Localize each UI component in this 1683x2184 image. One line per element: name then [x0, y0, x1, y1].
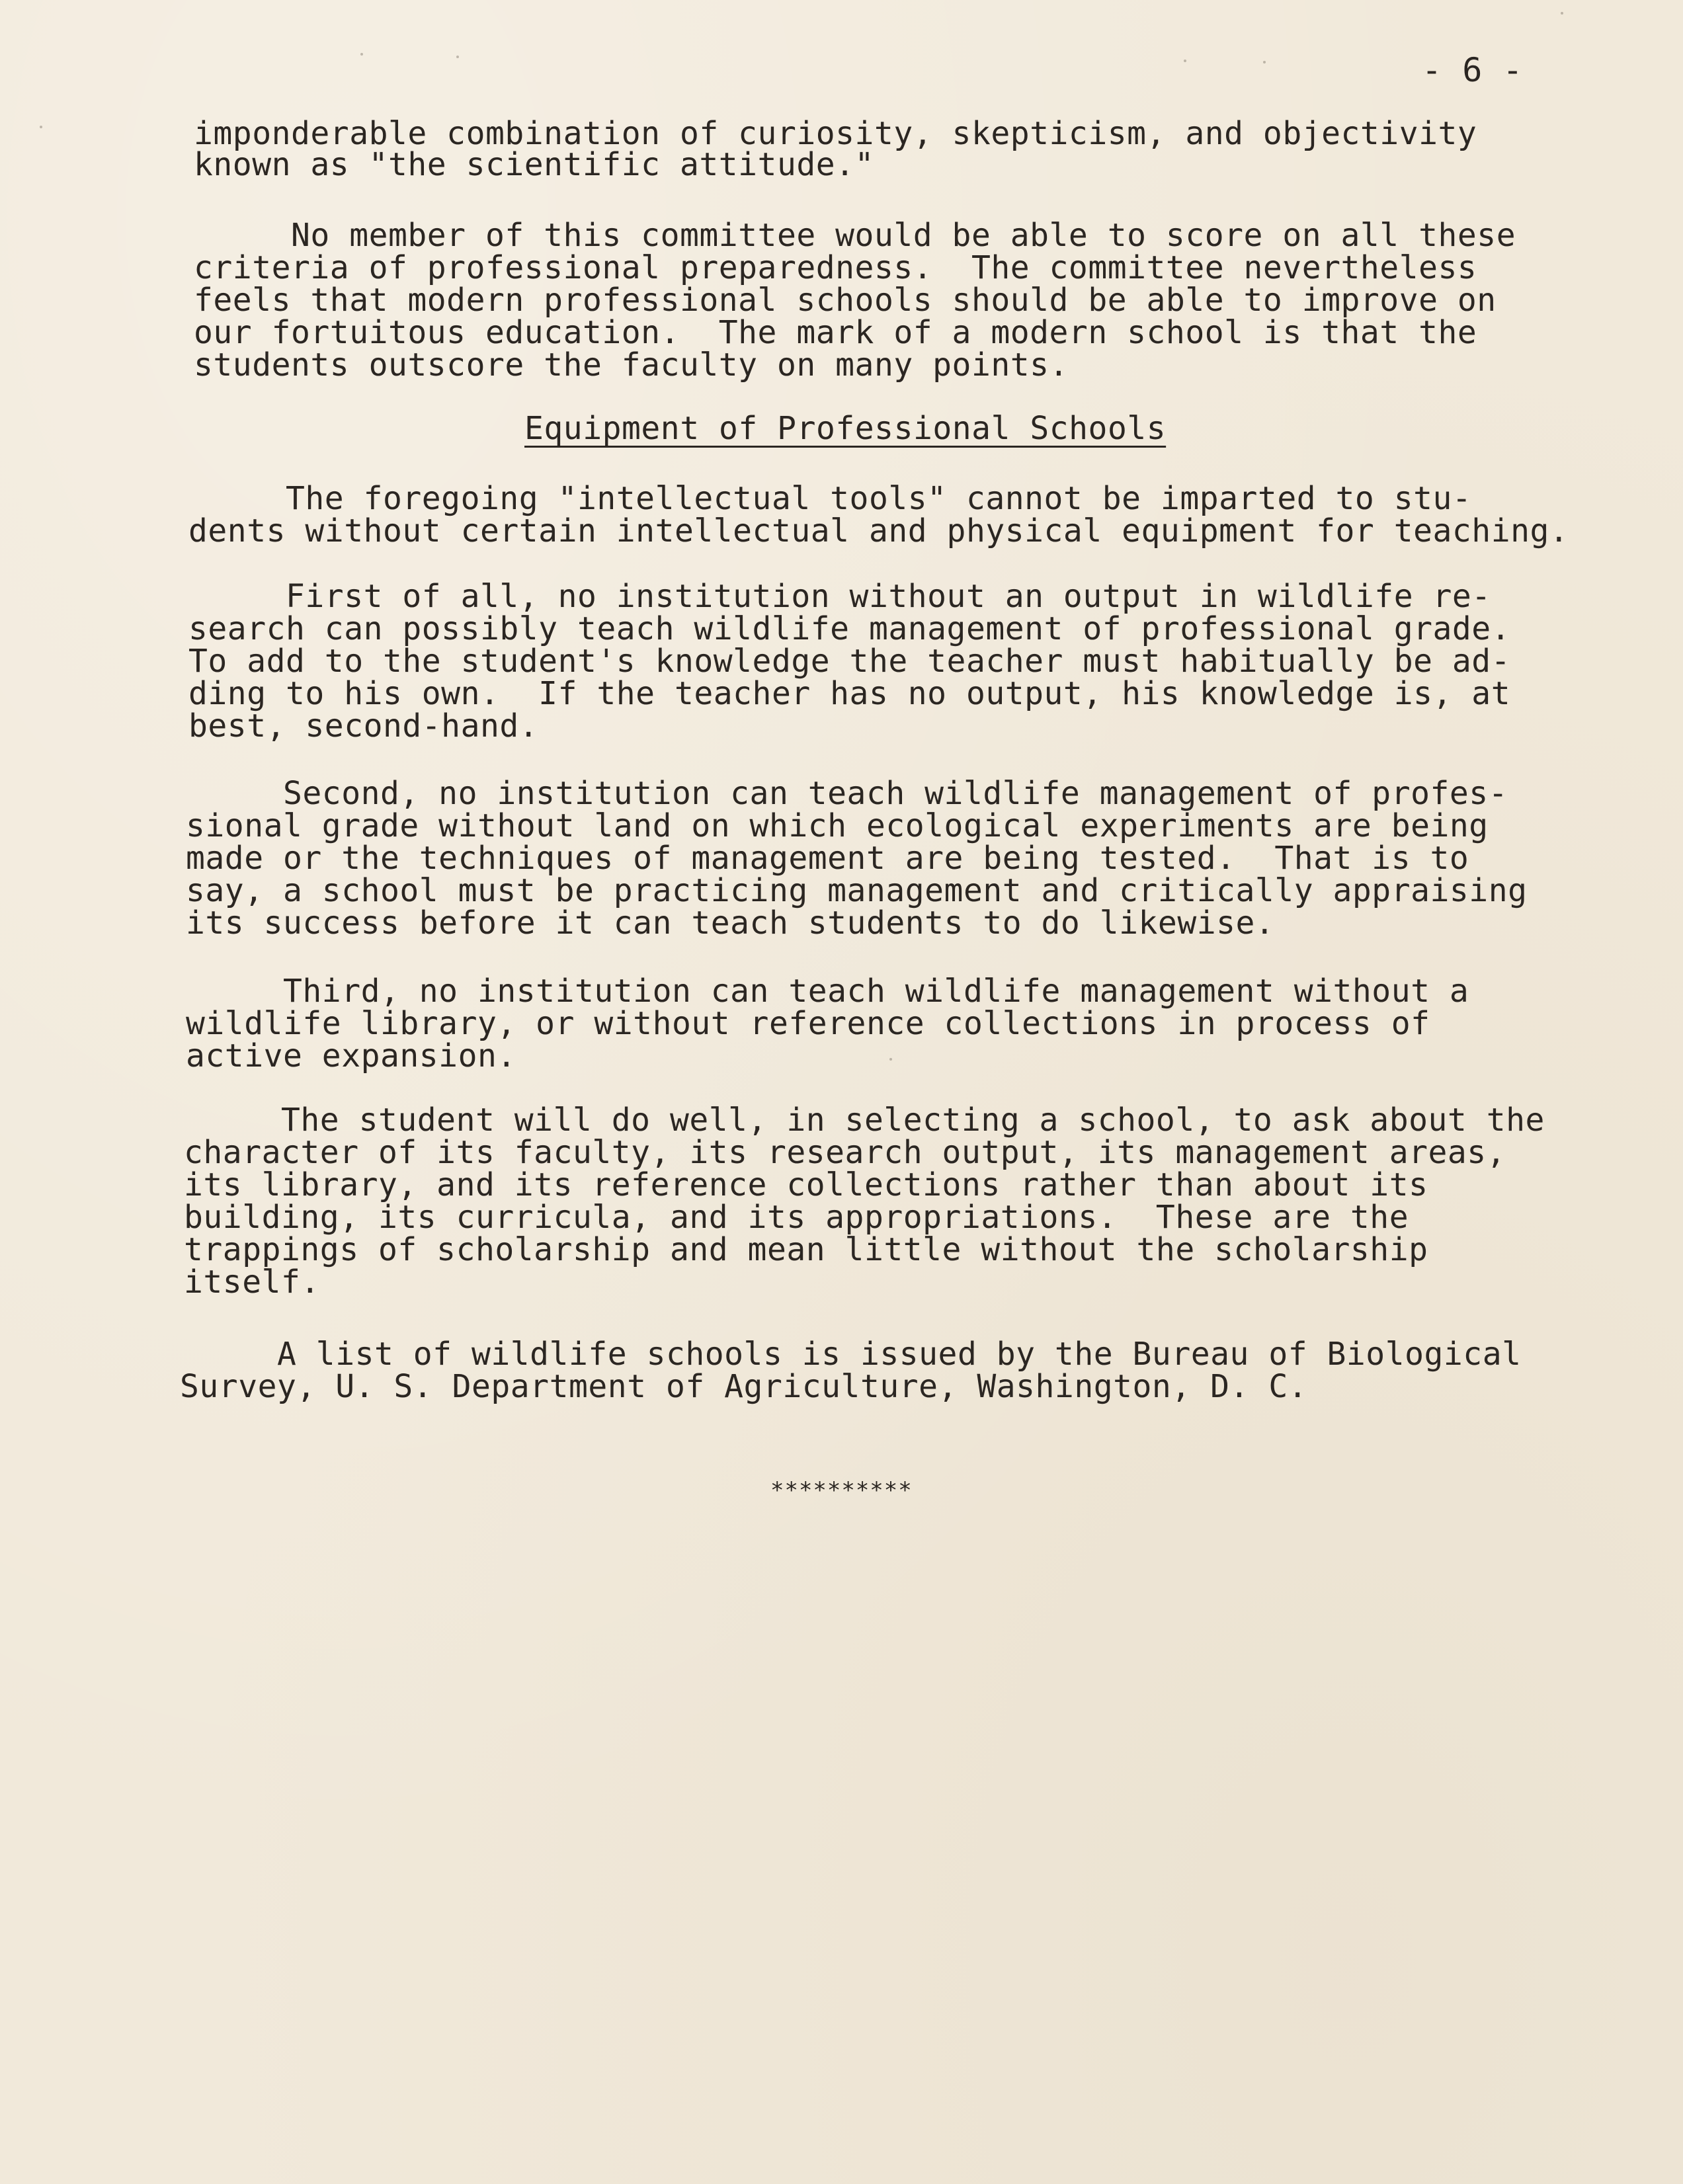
paper-speck	[456, 56, 459, 58]
text-line: First of all, no institution without an output in wildlife re-	[188, 578, 1491, 615]
text-line: Second, no institution can teach wildlife management of profes-	[186, 775, 1508, 812]
text-line: made or the techniques of management are being tested. That is to	[186, 840, 1469, 877]
paper-speck	[889, 1058, 892, 1061]
text-line: active expansion.	[186, 1037, 516, 1074]
text-line: character of its faculty, its research output, its management areas,	[184, 1134, 1506, 1171]
text-line: trappings of scholarship and mean little without the scholarship	[184, 1231, 1428, 1268]
paper-speck	[1561, 12, 1563, 15]
paper-speck	[360, 53, 363, 56]
text-line: its library, and its reference collections rather than about its	[184, 1166, 1428, 1203]
text-line: Survey, U. S. Department of Agriculture, Washington, D. C.	[180, 1368, 1308, 1405]
text-line: search can possibly teach wildlife management of professional grade.	[188, 610, 1511, 647]
text-line: imponderable combination of curiosity, skepticism, and objectivity	[194, 115, 1477, 152]
paper-speck	[40, 126, 42, 128]
text-line: criteria of professional preparedness. The committee nevertheless	[194, 249, 1477, 286]
text-line: known as "the scientific attitude."	[194, 146, 874, 183]
text-line: wildlife library, or without reference collections in process of	[186, 1005, 1430, 1042]
text-line: The foregoing "intellectual tools" cannot be imparted to stu-	[188, 480, 1472, 517]
text-line: itself.	[184, 1264, 320, 1301]
page-number: - 6 -	[1422, 51, 1524, 89]
text-line: sional grade without land on which ecological experiments are being	[186, 807, 1489, 844]
text-line: Third, no institution can teach wildlife management without a	[186, 973, 1469, 1010]
section-heading: Equipment of Professional Schools	[524, 410, 1167, 447]
text-line: building, its curricula, and its appropriations. These are the	[184, 1199, 1409, 1236]
text-line: The student will do well, in selecting a school, to ask about the	[184, 1102, 1545, 1139]
text-line: To add to the student's knowledge the teacher must habitually be ad-	[188, 643, 1511, 680]
text-line: dents without certain intellectual and physical equipment for teaching.	[188, 512, 1569, 549]
text-line: its success before it can teach students to do likewise.	[186, 905, 1275, 942]
closing-ornament: **********	[770, 1477, 913, 1504]
text-line: students outscore the faculty on many points.	[194, 346, 1069, 384]
paper-speck	[1184, 60, 1186, 62]
text-line: best, second-hand.	[188, 708, 539, 745]
text-line: say, a school must be practicing management and critically appraising	[186, 872, 1528, 909]
text-line: our fortuitous education. The mark of a modern school is that the	[194, 314, 1477, 351]
paper-speck	[1263, 61, 1266, 63]
text-line: feels that modern professional schools should be able to improve on	[194, 282, 1497, 319]
text-line: ding to his own. If the teacher has no output, his knowledge is, at	[188, 675, 1511, 712]
text-line: A list of wildlife schools is issued by the Bureau of Biological	[180, 1336, 1522, 1373]
text-line: No member of this committee would be able to score on all these	[194, 217, 1516, 254]
